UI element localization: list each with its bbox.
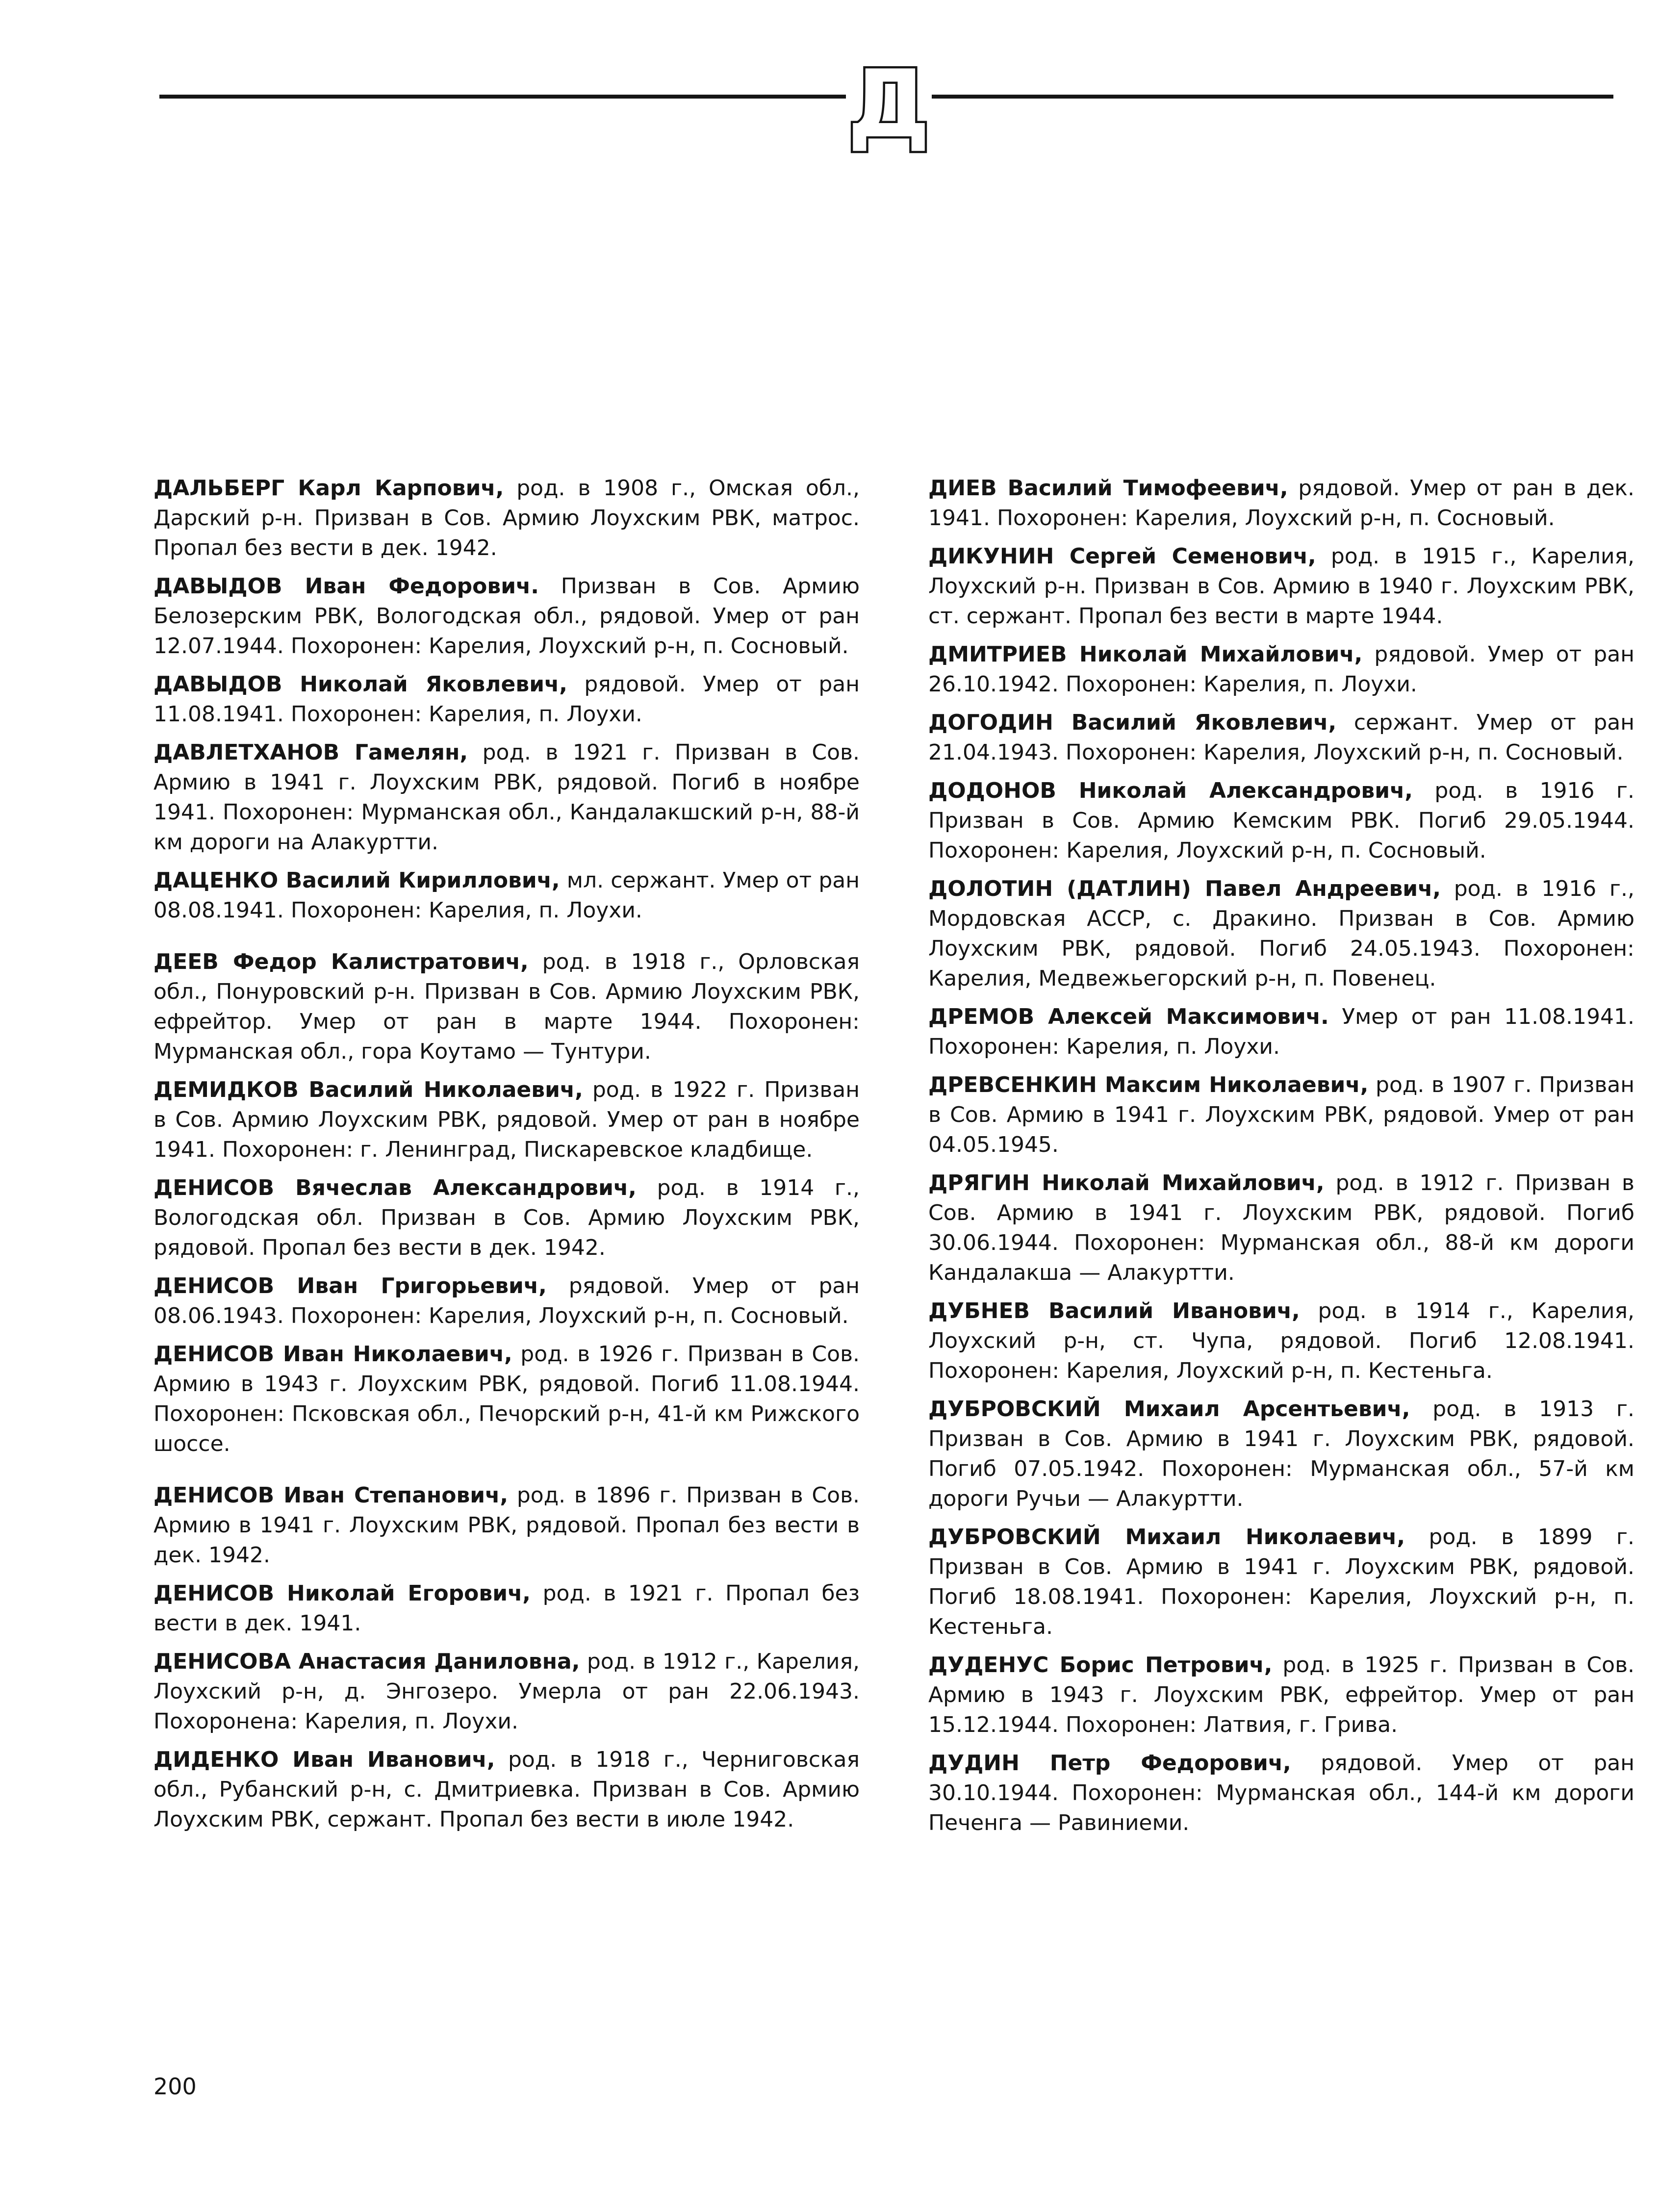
entry-text: род. в 1922 г. Призван в Сов. Армию Лоухским РВК, рядовой. Умер от ран в ноябре 1941. Похоронен: г. Ленинград, Пискаревское кладбище. xyxy=(153,1077,860,1162)
entry-text: рядовой. Умер от ран в дек. 1941. Похоронен: Карелия, Лоухский р-н, п. Сосновый. xyxy=(928,476,1634,531)
entry-name: ДОГОДИН Василий Яковлевич, xyxy=(928,710,1337,735)
entry-text: мл. сержант. Умер от ран 08.08.1941. Похоронен: Карелия, п. Лоухи. xyxy=(153,868,860,923)
entry-name: ДРЯГИН Николай Михайлович, xyxy=(928,1170,1325,1195)
entry-name: ДАВЫДОВ Иван Федорович. xyxy=(153,574,539,599)
entry-text: род. в 1926 г. Призван в Сов. Армию в 1943 г. Лоухским РВК, рядовой. Погиб 11.08.1944. Похоронен: Псковская обл., Печорский р-н, 41-й км Рижского шоссе. xyxy=(153,1342,860,1456)
entry-name: ДЕЕВ Федор Калистратович, xyxy=(153,949,529,974)
list-item xyxy=(153,865,860,925)
list-item xyxy=(153,669,860,729)
entry-name: ДУБРОВСКИЙ Михаил Арсентьевич, xyxy=(928,1397,1410,1422)
entry-name: ДУБНЕВ Василий Иванович, xyxy=(928,1298,1300,1323)
list-item xyxy=(153,1578,860,1638)
entry-name: ДЕМИДКОВ Василий Николаевич, xyxy=(153,1077,583,1102)
entry-name: ДЕНИСОВ Иван Григорьевич, xyxy=(153,1273,547,1298)
entry-text: род. в 1918 г., Черниговская обл., Рубанский р-н, с. Дмитриевка. Призван в Сов. Армию Лоухским РВК, сержант. Пропал без вести в июле 1942. xyxy=(153,1747,860,1832)
list-item xyxy=(153,1647,860,1736)
entry-text: род. в 1921 г. Пропал без вести в дек. 1941. xyxy=(153,1581,860,1636)
header-rule-right xyxy=(932,95,1613,99)
entry-name: ДОДОНОВ Николай Александрович, xyxy=(928,778,1413,803)
list-item xyxy=(928,541,1634,631)
entry-name: ДЕНИСОВ Иван Степанович, xyxy=(153,1483,509,1508)
section-letter-heading xyxy=(847,50,931,158)
entry-text: рядовой. Умер от ран 08.06.1943. Похоронен: Карелия, Лоухский р-н, п. Сосновый. xyxy=(153,1273,860,1328)
list-item xyxy=(153,1339,860,1459)
entry-text: род. в 1912 г. Призван в Сов. Армию в 1941 г. Лоухским РВК, рядовой. Погиб 30.06.1944. Похоронен: Мурманская обл., 88-й км дороги Кандалакша — Алакуртти. xyxy=(928,1170,1634,1285)
list-item xyxy=(928,1748,1634,1838)
entry-name: ДОЛОТИН (ДАТЛИН) Павел Андреевич, xyxy=(928,876,1441,901)
list-item xyxy=(928,776,1634,865)
left-column xyxy=(153,473,860,1843)
list-item xyxy=(153,1745,860,1834)
list-item xyxy=(928,708,1634,767)
list-item xyxy=(928,639,1634,699)
list-item xyxy=(153,737,860,857)
entry-text: род. в 1914 г., Вологодская обл. Призван в Сов. Армию Лоухским РВК, рядовой. Пропал без вести в дек. 1942. xyxy=(153,1175,860,1260)
entry-text: род. в 1921 г. Призван в Сов. Армию в 1941 г. Лоухским РВК, рядовой. Погиб в ноябре 1941. Похоронен: Мурманская обл., Кандалакшский р-н, 88-й км дороги на Алакуртти. xyxy=(153,740,860,855)
entry-text: род. в 1914 г., Карелия, Лоухский р-н, ст. Чупа, рядовой. Погиб 12.08.1941. Похоронен: Карелия, Лоухский р-н, п. Кестеньга. xyxy=(928,1298,1634,1383)
list-item xyxy=(928,1296,1634,1386)
entry-name: ДЕНИСОВ Иван Николаевич, xyxy=(153,1342,512,1367)
entry-text: Призван в Сов. Армию Белозерским РВК, Вологодская обл., рядовой. Умер от ран 12.07.1944. Похоронен: Карелия, Лоухский р-н, п. Сосновый. xyxy=(153,574,860,659)
list-item xyxy=(153,473,860,563)
entry-text: род. в 1915 г., Карелия, Лоухский р-н. Призван в Сов. Армию в 1940 г. Лоухским РВК, ст. сержант. Пропал без вести в марте 1944. xyxy=(928,544,1634,629)
list-item xyxy=(928,1002,1634,1062)
entry-text: род. в 1912 г., Карелия, Лоухский р-н, д. Энгозеро. Умерла от ран 22.06.1943. Похоронена: Карелия, п. Лоухи. xyxy=(153,1649,860,1734)
list-item xyxy=(928,1650,1634,1740)
page-number: 200 xyxy=(153,2073,197,2100)
entry-text: род. в 1913 г. Призван в Сов. Армию в 1941 г. Лоухским РВК, рядовой. Погиб 07.05.1942. Похоронен: Мурманская обл., 57-й км дороги Ручьи — Алакуртти. xyxy=(928,1397,1634,1511)
list-item xyxy=(928,1070,1634,1160)
entry-text: род. в 1907 г. Призван в Сов. Армию в 1941 г. Лоухским РВК, рядовой. Умер от ран 04.05.1945. xyxy=(928,1072,1634,1157)
list-item xyxy=(153,571,860,661)
list-item xyxy=(928,1168,1634,1288)
entry-text: род. в 1896 г. Призван в Сов. Армию в 1941 г. Лоухским РВК, рядовой. Пропал без вести в дек. 1942. xyxy=(153,1483,860,1568)
entry-name: ДАВЛЕТХАНОВ Гамелян, xyxy=(153,740,468,765)
list-item xyxy=(153,1075,860,1165)
entry-name: ДУДЕНУС Борис Петрович, xyxy=(928,1653,1273,1678)
entry-name: ДАЦЕНКО Василий Кириллович, xyxy=(153,868,560,893)
entry-name: ДЕНИСОВ Николай Егорович, xyxy=(153,1581,531,1606)
entry-text: род. в 1899 г. Призван в Сов. Армию в 1941 г. Лоухским РВК, рядовой. Погиб 18.08.1941. Похоронен: Карелия, Лоухский р-н, п. Кестеньга. xyxy=(928,1525,1634,1639)
entry-text: род. в 1916 г., Мордовская АССР, с. Дракино. Призван в Сов. Армию Лоухским РВК, рядовой. Погиб 24.05.1943. Похоронен: Карелия, Медвежьегорский р-н, п. Повенец. xyxy=(928,876,1634,991)
entry-name: ДУБРОВСКИЙ Михаил Николаевич, xyxy=(928,1525,1405,1550)
entry-name: ДЕНИСОВА Анастасия Даниловна, xyxy=(153,1649,580,1674)
entry-text: рядовой. Умер от ран 11.08.1941. Похоронен: Карелия, п. Лоухи. xyxy=(153,672,860,727)
entry-text: рядовой. Умер от ран 26.10.1942. Похоронен: Карелия, п. Лоухи. xyxy=(928,642,1634,697)
header-rule-left xyxy=(159,95,846,99)
list-item xyxy=(153,1173,860,1263)
entry-text: род. в 1925 г. Призван в Сов. Армию в 1943 г. Лоухским РВК, ефрейтор. Умер от ран 15.12.1944. Похоронен: Латвия, г. Грива. xyxy=(928,1653,1634,1737)
entry-name: ДМИТРИЕВ Николай Михайлович, xyxy=(928,642,1363,667)
entry-name: ДАЛЬБЕРГ Карл Карпович, xyxy=(153,476,504,501)
right-column xyxy=(928,473,1634,1846)
entry-name: ДИКУНИН Сергей Семенович, xyxy=(928,544,1316,569)
list-item xyxy=(928,1522,1634,1642)
entry-name: ДИЕВ Василий Тимофеевич, xyxy=(928,476,1288,501)
entry-text: рядовой. Умер от ран 30.10.1944. Похоронен: Мурманская обл., 144-й км дороги Печенга — Равиниеми. xyxy=(928,1751,1634,1835)
list-item xyxy=(928,874,1634,993)
entry-name: ДИДЕНКО Иван Иванович, xyxy=(153,1747,495,1772)
entry-text: род. в 1918 г., Орловская обл., Понуровский р-н. Призван в Сов. Армию Лоухским РВК, ефрейтор. Умер от ран в марте 1944. Похоронен: Мурманская обл., гора Коутамо — Тунтури. xyxy=(153,949,860,1064)
list-item xyxy=(153,1271,860,1331)
entry-text: Умер от ран 11.08.1941. Похоронен: Карелия, п. Лоухи. xyxy=(928,1004,1634,1059)
entry-name: ДРЕВСЕНКИН Максим Николаевич, xyxy=(928,1072,1369,1097)
entry-text: сержант. Умер от ран 21.04.1943. Похоронен: Карелия, Лоухский р-н, п. Сосновый. xyxy=(928,710,1634,765)
entry-text: род. в 1916 г. Призван в Сов. Армию Кемским РВК. Погиб 29.05.1944. Похоронен: Карелия, Лоухский р-н, п. Сосновый. xyxy=(928,778,1634,863)
list-item xyxy=(928,1394,1634,1514)
list-item xyxy=(153,1480,860,1570)
list-item xyxy=(928,473,1634,533)
entry-text: род. в 1908 г., Омская обл., Дарский р-н. Призван в Сов. Армию Лоухским РВК, матрос. Пропал без вести в дек. 1942. xyxy=(153,476,860,560)
entry-name: ДЕНИСОВ Вячеслав Александрович, xyxy=(153,1175,637,1200)
entry-name: ДРЕМОВ Алексей Максимович. xyxy=(928,1004,1329,1029)
entry-name: ДАВЫДОВ Николай Яковлевич, xyxy=(153,672,567,697)
list-item xyxy=(153,947,860,1067)
entry-name: ДУДИН Петр Федорович, xyxy=(928,1751,1291,1776)
section-letter: Д xyxy=(847,50,931,158)
